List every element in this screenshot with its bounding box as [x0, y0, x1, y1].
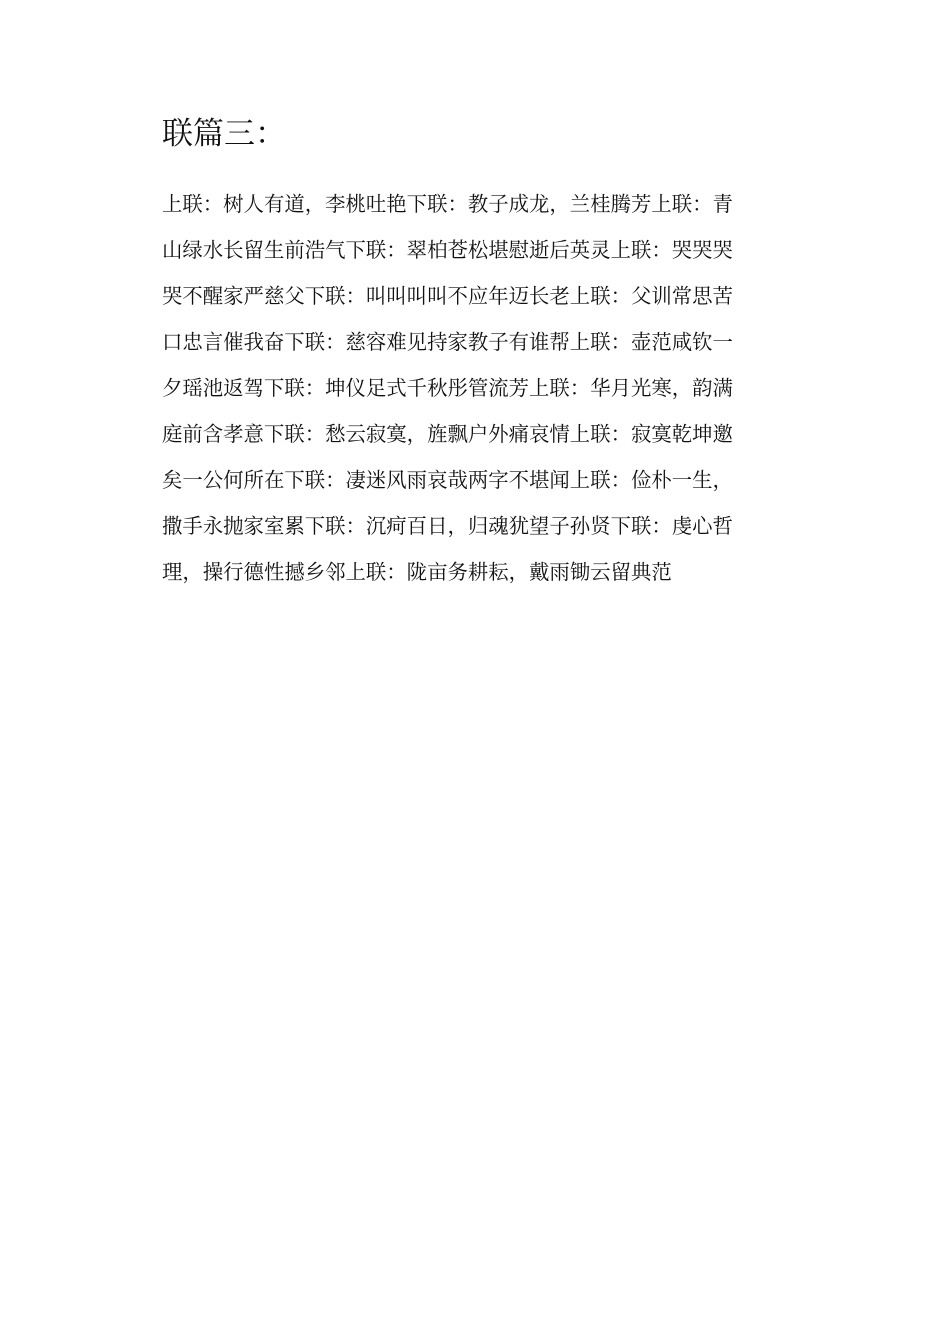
section-heading: 联篇三：: [162, 116, 286, 152]
text-line: 撒手永抛家室累下联：沉疴百日，归魂犹望子孙贤下联：虔心哲: [162, 514, 733, 538]
couplet-paragraph: [162, 181, 734, 595]
text-line: 矣一公何所在下联：凄迷风雨哀哉两字不堪闻上联：俭朴一生，: [162, 468, 733, 492]
text-line: 庭前含孝意下联：愁云寂寞，旌飘户外痛哀情上联：寂寞乾坤邀: [162, 422, 733, 446]
text-line: 夕瑶池返驾下联：坤仪足式千秋彤管流芳上联：华月光寒，韵满: [162, 376, 733, 400]
text-line: 口忠言催我奋下联：慈容难见持家教子有谁帮上联：壶范咸钦一: [162, 330, 733, 354]
text-line: 哭不醒家严慈父下联：叫叫叫叫不应年迈长老上联：父训常思苦: [162, 284, 733, 308]
text-line: 理，操行德性撼乡邻上联：陇亩务耕耘，戴雨锄云留典范: [162, 560, 672, 584]
text-line: 上联：树人有道，李桃吐艳下联：教子成龙，兰桂腾芳上联：青: [162, 192, 733, 216]
text-line: 山绿水长留生前浩气下联：翠柏苍松堪慰逝后英灵上联：哭哭哭: [162, 238, 733, 262]
